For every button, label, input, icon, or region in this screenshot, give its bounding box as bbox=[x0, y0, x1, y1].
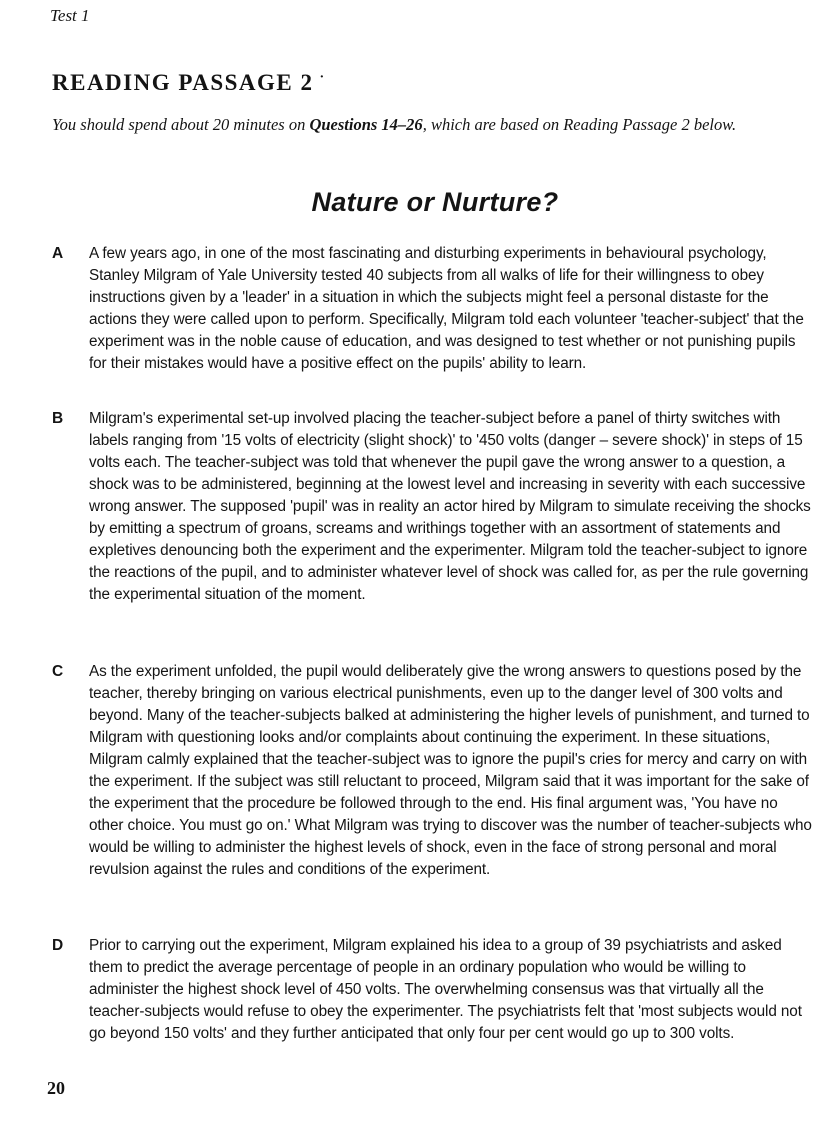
paragraph-letter: D bbox=[52, 937, 64, 954]
page-number: 20 bbox=[47, 1078, 65, 1098]
paragraph-text: A few years ago, in one of the most fascinating and disturbing experiments in behavioural psychology, Stanley Milgram of Yale University tested 40 subjects from all walks of life for their willingness to obey instructions given by a 'leader' in a situation in which the subjects might feel a personal distaste for the actions they were called upon to perform. Specifically, Milgram told each volunteer 'teacher-subject' that the experiment was in the noble cause of education, and was designed to test whether or not punishing pupils for their mistakes would have a positive effect on the pupils' ability to learn. bbox=[89, 245, 804, 372]
instruction-questions: Questions 14–26 bbox=[309, 115, 423, 134]
paragraph-letter: C bbox=[52, 663, 64, 680]
heading-mark: · bbox=[319, 70, 326, 85]
passage-heading-text: READING PASSAGE 2 bbox=[52, 70, 314, 95]
paragraph-a bbox=[52, 243, 812, 375]
passage-heading bbox=[52, 70, 326, 96]
paragraph-c bbox=[52, 661, 812, 881]
paragraph-letter: B bbox=[52, 410, 64, 427]
paragraph-text: Prior to carrying out the experiment, Milgram explained his idea to a group of 39 psychiatrists and asked them to predict the average percentage of people in an ordinary population who would be willing to administer the highest shock level of 450 volts. The overwhelming consensus was that virtually all the teacher-subjects would refuse to obey the experimenter. The psychiatrists felt that 'most subjects would not go beyond 150 volts' and they further anticipated that only four per cent would go up to 300 volts. bbox=[89, 937, 802, 1042]
paragraph-b bbox=[52, 408, 812, 606]
passage-title: Nature or Nurture? bbox=[311, 187, 559, 217]
paragraph-text: As the experiment unfolded, the pupil would deliberately give the wrong answers to questions posed by the teacher, thereby bringing on various electrical punishments, even up to the danger level of 300 volts and beyond. Many of the teacher-subjects balked at administering the higher levels of punishment, and turned to Milgram with questioning looks and/or complaints about continuing the experiment. In these situations, Milgram calmly explained that the teacher-subject was to ignore the pupil's cries for mercy and carry on with the experiment. If the subject was still reluctant to proceed, Milgram said that it was important for the sake of the experiment that the procedure be followed through to the end. His final argument was, 'You have no other choice. You must go on.' What Milgram was trying to discover was the number of teacher-subjects who would be willing to administer the highest levels of shock, even in the face of strong personal and moral revulsion against the rules and conditions of the experiment. bbox=[89, 663, 812, 878]
paragraph-letter: A bbox=[52, 245, 64, 262]
running-head: Test 1 bbox=[50, 6, 90, 25]
paragraph-text: Milgram's experimental set-up involved placing the teacher-subject before a panel of thirty switches with labels ranging from '15 volts of electricity (slight shock)' to '450 volts (danger – severe shock)' in steps of 15 volts each. The teacher-subject was told that whenever the pupil gave the wrong answer to a question, a shock was to be administered, beginning at the lowest level and increasing in severity with each successive wrong answer. The supposed 'pupil' was in reality an actor hired by Milgram to simulate receiving the shocks by emitting a spectrum of groans, screams and writhings together with an assortment of statements and expletives denouncing both the experiment and the experimenter. Milgram told the teacher-subject to ignore the reactions of the pupil, and to administer whatever level of shock was called for, as per the rule governing the experimental situation of the moment. bbox=[89, 410, 811, 603]
instruction bbox=[52, 114, 812, 136]
paragraph-d bbox=[52, 935, 812, 1045]
instruction-pre: You should spend about 20 minutes on bbox=[52, 115, 310, 134]
instruction-post: , which are based on Reading Passage 2 below. bbox=[422, 115, 737, 134]
